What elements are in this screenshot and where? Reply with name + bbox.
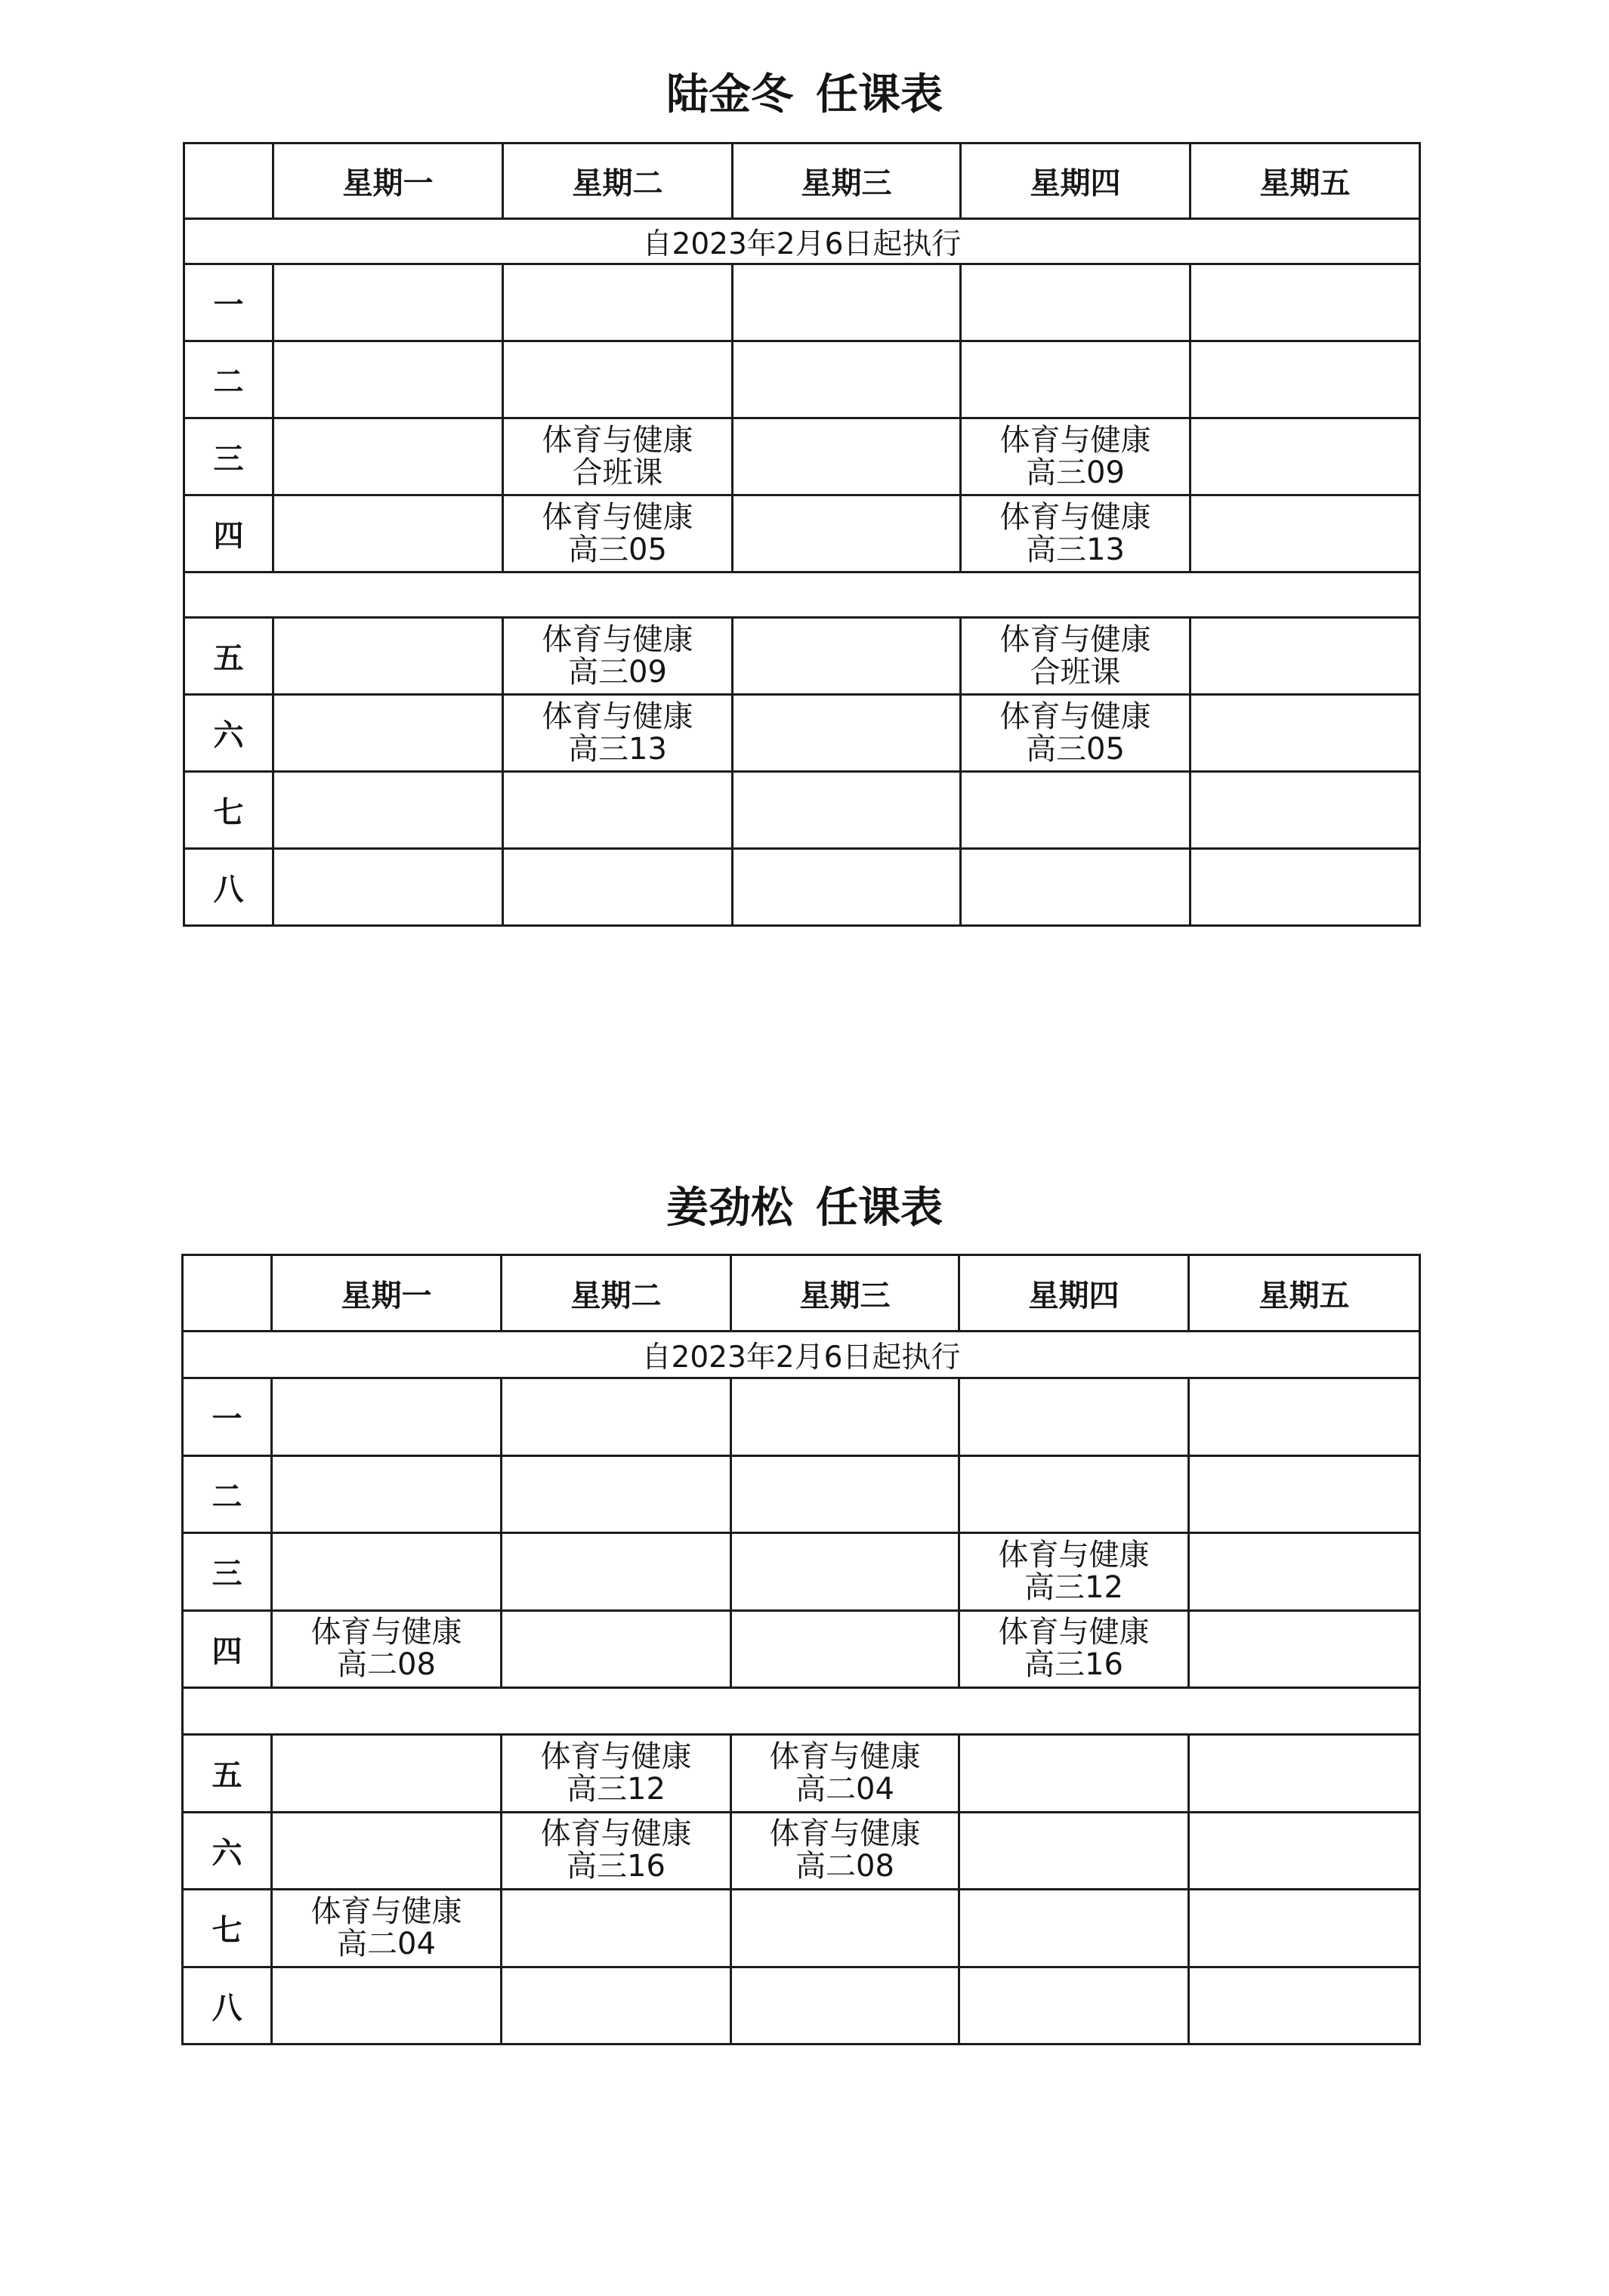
period-label: 五 [184, 618, 273, 695]
empty-cell [503, 341, 733, 418]
lesson-cell [961, 618, 1191, 695]
empty-cell [733, 495, 961, 572]
period-label: 七 [184, 772, 273, 849]
corner-cell [183, 1255, 272, 1332]
schedule-table-2 [181, 1254, 1421, 2045]
empty-cell [273, 772, 503, 849]
lesson-subject: 体育与健康 [540, 1739, 692, 1774]
period-row [183, 1455, 1420, 1533]
empty-cell [273, 264, 503, 341]
lesson-cell [503, 418, 733, 495]
break-cell [183, 1688, 1420, 1735]
empty-cell [272, 1812, 502, 1890]
empty-cell [959, 1455, 1189, 1533]
empty-cell [959, 1735, 1189, 1813]
lesson-class: 高三13 [1026, 532, 1125, 567]
period-label: 八 [184, 849, 273, 926]
period-label: 六 [184, 695, 273, 772]
lesson-class: 高三05 [568, 532, 667, 567]
effective-date-row [183, 1332, 1420, 1378]
empty-cell [731, 1890, 959, 1967]
schedule-table-1 [183, 142, 1421, 927]
schedule-label: 任课表 [816, 70, 943, 119]
lesson-cell [272, 1610, 502, 1688]
empty-cell [1189, 1890, 1420, 1967]
lesson-cell [502, 1735, 731, 1813]
lesson-subject: 体育与健康 [998, 1615, 1150, 1650]
empty-cell [733, 618, 961, 695]
weekday-header: 星期三 [733, 144, 961, 219]
lesson-cell [959, 1533, 1189, 1611]
empty-cell [733, 418, 961, 495]
lesson-class: 高三12 [567, 1771, 666, 1807]
period-row [183, 1812, 1420, 1890]
schedule-body [183, 1255, 1420, 2044]
lesson-class: 高三16 [1024, 1647, 1123, 1683]
lesson-cell [731, 1812, 959, 1890]
lesson-cell [503, 618, 733, 695]
period-label: 六 [183, 1812, 272, 1890]
lesson-cell [502, 1812, 731, 1890]
lesson-class: 高三16 [567, 1849, 666, 1884]
period-label: 三 [183, 1533, 272, 1611]
empty-cell [1191, 849, 1420, 926]
teacher-name: 姜劲松 [666, 1183, 793, 1233]
empty-cell [273, 495, 503, 572]
lesson-cell [503, 495, 733, 572]
empty-cell [1189, 1735, 1420, 1813]
lesson-cell [272, 1890, 502, 1967]
empty-cell [1189, 1967, 1420, 2044]
empty-cell [959, 1967, 1189, 2044]
period-label: 七 [183, 1890, 272, 1967]
empty-cell [731, 1378, 959, 1456]
lesson-subject: 体育与健康 [542, 499, 693, 535]
empty-cell [273, 695, 503, 772]
teacher-name: 陆金冬 [666, 70, 793, 119]
empty-cell [272, 1378, 502, 1456]
period-row [184, 849, 1420, 926]
period-row [183, 1735, 1420, 1813]
schedule-body [184, 144, 1420, 926]
empty-cell [1189, 1812, 1420, 1890]
period-row [184, 341, 1420, 418]
effective-date-note: 自2023年2月6日起执行 [183, 1332, 1420, 1378]
lesson-subject: 体育与健康 [769, 1816, 921, 1852]
lesson-class: 合班课 [572, 455, 663, 490]
weekday-header: 星期一 [272, 1255, 502, 1332]
lesson-cell [959, 1610, 1189, 1688]
period-row [184, 418, 1420, 495]
empty-cell [959, 1378, 1189, 1456]
period-label: 五 [183, 1735, 272, 1813]
lesson-subject: 体育与健康 [542, 422, 693, 458]
period-row [183, 1967, 1420, 2044]
lesson-cell [961, 695, 1191, 772]
period-label: 四 [183, 1610, 272, 1688]
lesson-subject: 体育与健康 [542, 699, 693, 734]
empty-cell [1189, 1378, 1420, 1456]
lesson-subject: 体育与健康 [542, 622, 693, 657]
period-row [184, 618, 1420, 695]
empty-cell [503, 849, 733, 926]
period-row [183, 1890, 1420, 1967]
break-row [184, 572, 1420, 618]
empty-cell [961, 264, 1191, 341]
empty-cell [272, 1533, 502, 1611]
period-label: 一 [184, 264, 273, 341]
lesson-subject: 体育与健康 [999, 622, 1151, 657]
empty-cell [733, 695, 961, 772]
empty-cell [273, 418, 503, 495]
period-label: 三 [184, 418, 273, 495]
empty-cell [273, 849, 503, 926]
lesson-cell [961, 495, 1191, 572]
empty-cell [733, 341, 961, 418]
weekday-header-row [184, 144, 1420, 219]
empty-cell [731, 1967, 959, 2044]
period-row [183, 1610, 1420, 1688]
lesson-class: 高三12 [1024, 1569, 1123, 1605]
weekday-header-row [183, 1255, 1420, 1332]
empty-cell [272, 1735, 502, 1813]
weekday-header: 星期五 [1191, 144, 1420, 219]
empty-cell [733, 772, 961, 849]
period-label: 二 [184, 341, 273, 418]
empty-cell [1191, 341, 1420, 418]
empty-cell [273, 341, 503, 418]
empty-cell [731, 1455, 959, 1533]
lesson-class: 高三13 [568, 731, 667, 767]
lesson-class: 高三09 [568, 654, 667, 690]
weekday-header: 星期二 [502, 1255, 731, 1332]
period-row [184, 264, 1420, 341]
lesson-subject: 体育与健康 [999, 422, 1151, 458]
weekday-header: 星期二 [503, 144, 733, 219]
empty-cell [273, 618, 503, 695]
lesson-class: 高三05 [1026, 731, 1125, 767]
empty-cell [272, 1455, 502, 1533]
lesson-subject: 体育与健康 [999, 699, 1151, 734]
empty-cell [502, 1890, 731, 1967]
period-label: 一 [183, 1378, 272, 1456]
period-row [183, 1533, 1420, 1611]
empty-cell [502, 1610, 731, 1688]
weekday-header: 星期四 [961, 144, 1191, 219]
break-cell [184, 572, 1420, 618]
lesson-subject: 体育与健康 [769, 1739, 921, 1774]
lesson-class: 高三09 [1026, 455, 1125, 490]
empty-cell [1191, 495, 1420, 572]
empty-cell [1189, 1533, 1420, 1611]
lesson-subject: 体育与健康 [540, 1816, 692, 1852]
empty-cell [1189, 1455, 1420, 1533]
weekday-header: 星期四 [959, 1255, 1189, 1332]
period-label: 四 [184, 495, 273, 572]
schedule-title-1 [0, 65, 1609, 125]
empty-cell [502, 1455, 731, 1533]
lesson-subject: 体育与健康 [999, 499, 1151, 535]
lesson-subject: 体育与健康 [310, 1615, 462, 1650]
lesson-class: 高二08 [337, 1647, 436, 1683]
effective-date-note: 自2023年2月6日起执行 [184, 219, 1420, 264]
weekday-header: 星期五 [1189, 1255, 1420, 1332]
empty-cell [1191, 772, 1420, 849]
empty-cell [961, 341, 1191, 418]
period-label: 八 [183, 1967, 272, 2044]
empty-cell [1191, 618, 1420, 695]
corner-cell [184, 144, 273, 219]
period-row [184, 695, 1420, 772]
break-row [183, 1688, 1420, 1735]
empty-cell [503, 772, 733, 849]
weekday-header: 星期三 [731, 1255, 959, 1332]
empty-cell [961, 772, 1191, 849]
period-label: 二 [183, 1455, 272, 1533]
empty-cell [959, 1890, 1189, 1967]
empty-cell [959, 1812, 1189, 1890]
empty-cell [1191, 418, 1420, 495]
empty-cell [733, 264, 961, 341]
empty-cell [502, 1533, 731, 1611]
empty-cell [731, 1610, 959, 1688]
empty-cell [503, 264, 733, 341]
period-row [184, 772, 1420, 849]
lesson-subject: 体育与健康 [998, 1537, 1150, 1572]
empty-cell [1191, 695, 1420, 772]
lesson-cell [503, 695, 733, 772]
lesson-subject: 体育与健康 [310, 1893, 462, 1929]
lesson-class: 高二08 [795, 1849, 894, 1884]
empty-cell [961, 849, 1191, 926]
lesson-class: 高二04 [795, 1771, 894, 1807]
lesson-cell [731, 1735, 959, 1813]
schedule-title-2 [0, 1178, 1609, 1239]
lesson-class: 高二04 [337, 1926, 436, 1961]
period-row [183, 1378, 1420, 1456]
empty-cell [502, 1378, 731, 1456]
weekday-header: 星期一 [273, 144, 503, 219]
empty-cell [731, 1533, 959, 1611]
empty-cell [272, 1967, 502, 2044]
period-row [184, 495, 1420, 572]
lesson-class: 合班课 [1030, 654, 1121, 690]
empty-cell [733, 849, 961, 926]
schedule-label: 任课表 [816, 1183, 943, 1233]
empty-cell [502, 1967, 731, 2044]
empty-cell [1191, 264, 1420, 341]
empty-cell [1189, 1610, 1420, 1688]
lesson-cell [961, 418, 1191, 495]
effective-date-row [184, 219, 1420, 264]
